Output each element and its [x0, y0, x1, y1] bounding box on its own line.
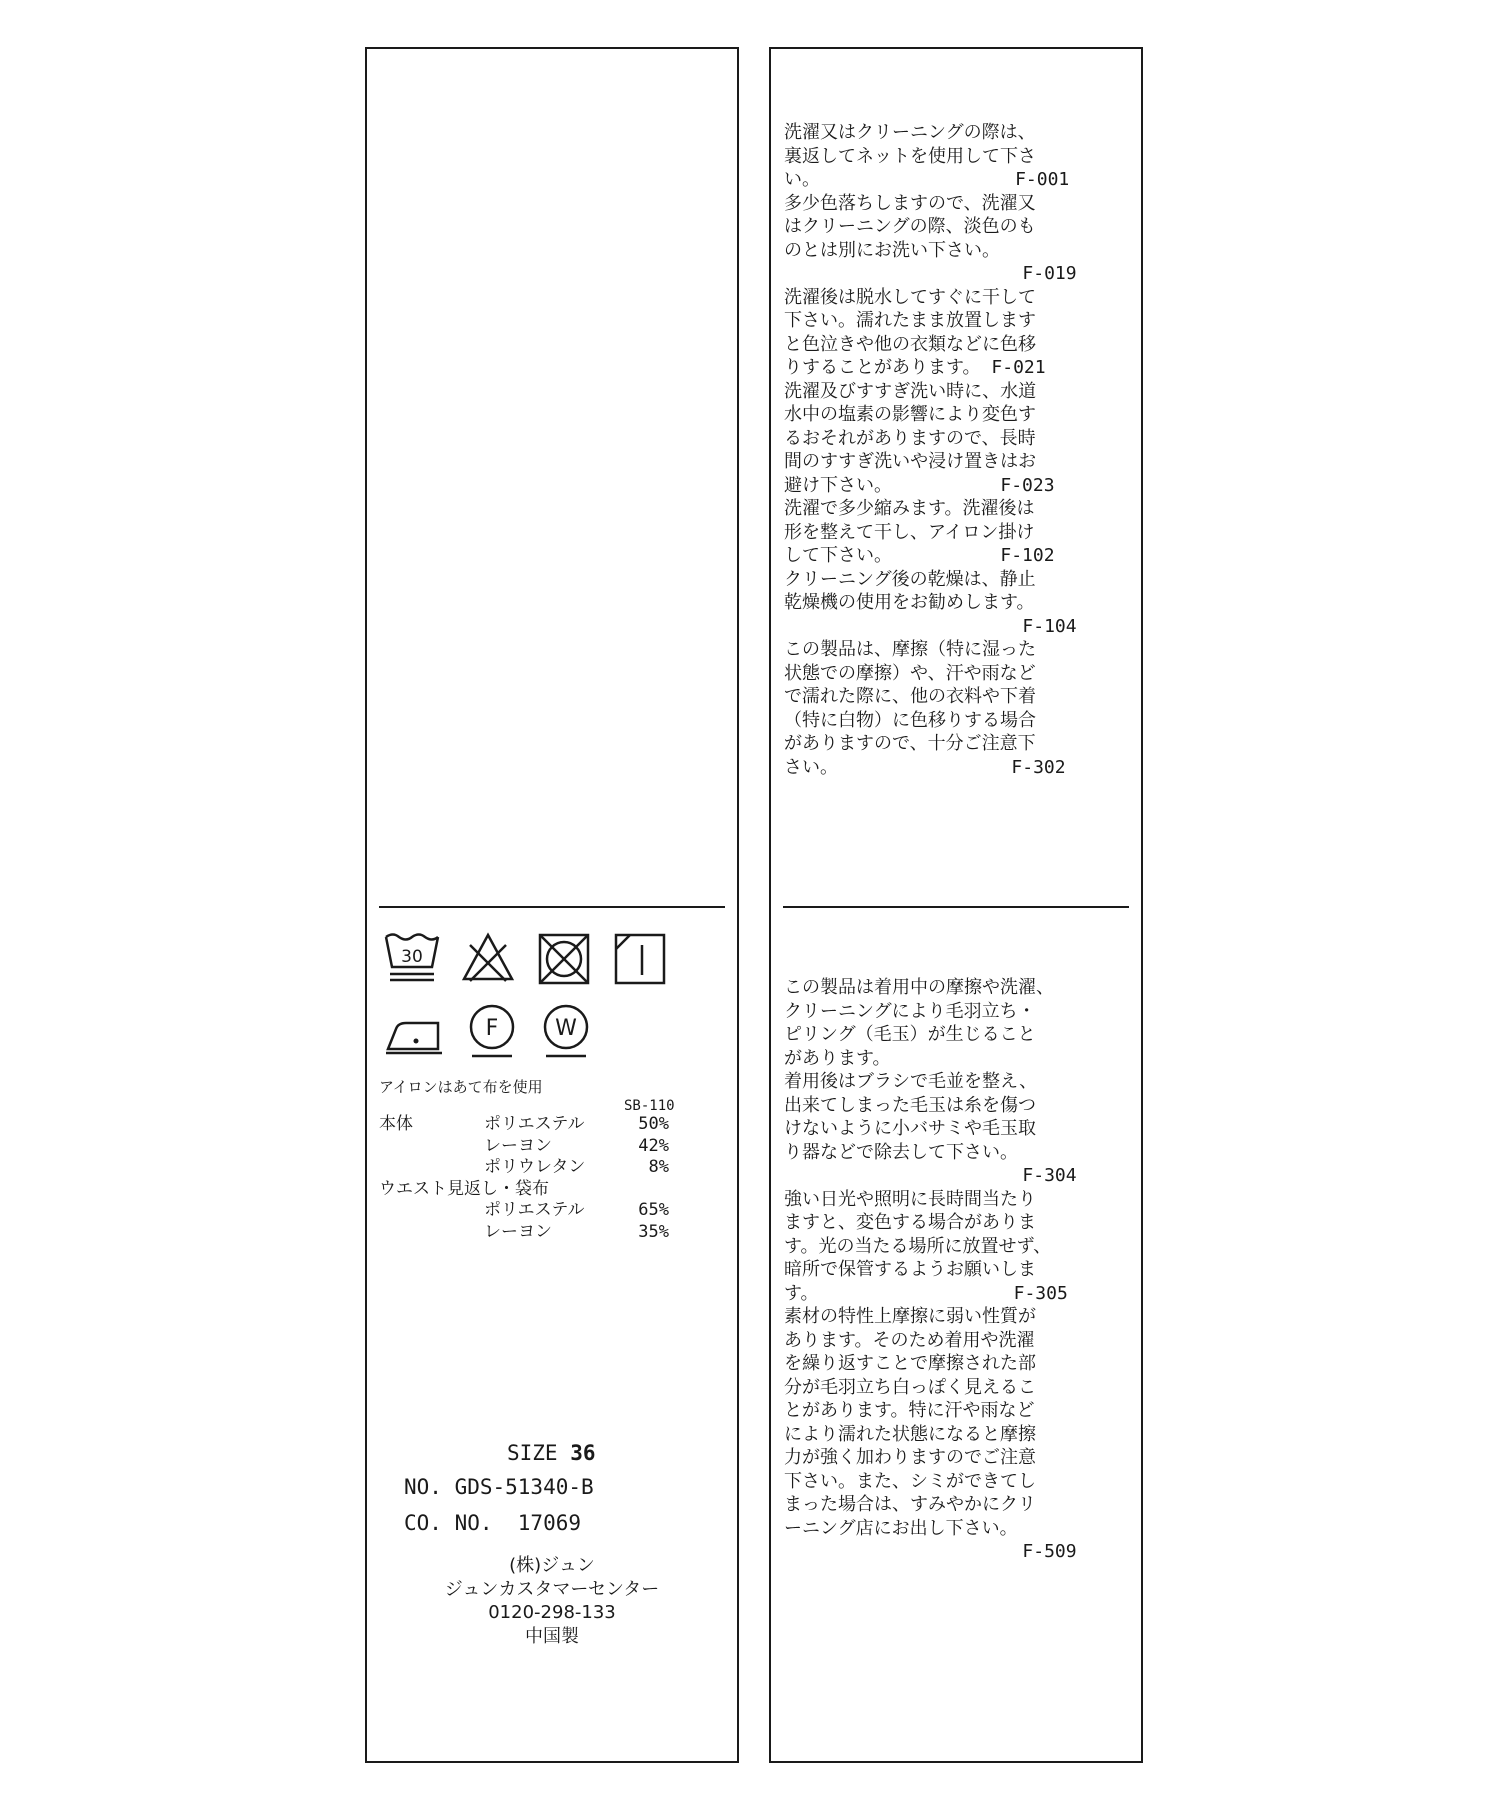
maker-block	[367, 1554, 737, 1648]
no-tumble-dry-icon	[536, 931, 592, 987]
line-dry-shade-icon	[612, 931, 668, 987]
composition-table	[379, 1114, 699, 1243]
care-notices-bottom	[784, 929, 1088, 1611]
composition-part: 本体	[379, 1114, 413, 1134]
composition-row	[379, 1157, 699, 1179]
maker-company: (株)ジュン	[509, 1555, 595, 1576]
composition-row	[379, 1114, 699, 1136]
composition-row	[379, 1200, 699, 1222]
composition-percent: 35%	[638, 1221, 669, 1242]
wash-temp-text: 30	[401, 947, 423, 967]
label-divider	[783, 906, 1129, 908]
sb-code: SB-110	[624, 1098, 675, 1114]
composition-fiber: ポリエステル	[484, 1114, 585, 1134]
care-label-left	[365, 47, 739, 1763]
iron-low-icon	[384, 1005, 444, 1061]
maker-phone: 0120-298-133	[488, 1602, 616, 1623]
composition-row	[379, 1179, 699, 1201]
care-notices-top-text: 洗濯又はクリーニングの際は、 裏返してネットを使用して下さ い。 F-001 多少色落ちしますので、洗濯又 はクリーニングの際、淡色のも のとは別にお洗い下さい。 F-019 洗濯後は脱水してすぐに干して 下さい。濡れたまま放置します と色泣きや他の衣類などに色移 りすることがあります。 F-021 洗濯及びすすぎ洗い時に、水道 水中の塩素の影響により変色す るおそれがありますので、長時 間のすすぎ洗いや浸け置きはお 避け下さい。 F-023 洗濯で多少縮みます。洗濯後は 形を整えて干し、アイロン掛け して下さい。 F-102 クリーニング後の乾燥は、静止 乾燥機の使用をお勧めします。 F-104 この製品は、摩擦（特に湿った 状態での摩擦）や、汗や雨など で濡れた際に、他の衣料や下着 （特に白物）に色移りする場合 がありますので、十分ご注意下 さい。 F-302	[784, 122, 1077, 778]
composition-fiber: レーヨン	[484, 1221, 552, 1242]
care-notices-bottom-text: この製品は着用中の摩擦や洗濯、 クリーニングにより毛羽立ち・ ピリング（毛玉）が生じること があります。 着用後はブラシで毛並を整え、 出来てしまった毛玉は糸を傷つ けないように小バサミや毛玉取 り器などで除去して下さい。 F-304 強い日光や照明に長時間当たり ますと、変色する場合がありま す。光の当たる場所に放置せず、 暗所で保管するようお願いしま す。 F-305 素材の特性上摩擦に弱い性質が あります。そのため着用や洗濯 を繰り返すことで摩擦された部 分が毛羽立ち白っぽく見えるこ とがあります。特に汗や雨など により濡れた状態になると摩擦 力が強く加わりますのでご注意 下さい。また、シミができてし まった場合は、すみやかにクリ ーニング店にお出し下さい。 F-509	[784, 977, 1077, 1562]
maker-center: ジュンカスタマーセンター	[444, 1578, 660, 1600]
care-label-right	[769, 47, 1143, 1763]
composition-percent: 8%	[648, 1157, 669, 1177]
iron-note: アイロンはあて布を使用	[379, 1078, 543, 1096]
care-symbols	[384, 929, 674, 1069]
composition-percent: 50%	[638, 1114, 669, 1134]
composition-fiber: レーヨン	[484, 1135, 552, 1156]
dry-clean-letter: F	[485, 1016, 499, 1041]
wash-30-gentle-icon	[384, 931, 440, 987]
composition-percent: 42%	[638, 1135, 669, 1156]
wet-clean-letter: W	[555, 1016, 577, 1041]
wet-clean-w-icon	[540, 1003, 592, 1061]
composition-row	[379, 1136, 699, 1158]
dry-clean-f-icon	[466, 1003, 518, 1061]
size-line	[507, 1441, 596, 1465]
composition-part: ウエスト見返し・袋布	[379, 1178, 549, 1199]
composition-fiber: ポリウレタン	[484, 1157, 586, 1177]
composition-row	[379, 1222, 699, 1244]
co-number: CO. NO. 17069	[404, 1511, 582, 1535]
size-label: SIZE	[507, 1441, 571, 1465]
composition-fiber: ポリエステル	[484, 1200, 585, 1220]
care-notices-top	[784, 74, 1088, 826]
composition-percent: 65%	[638, 1200, 669, 1220]
size-value: 36	[570, 1441, 596, 1465]
product-number: NO. GDS-51340-B	[404, 1475, 594, 1499]
label-divider	[379, 906, 725, 908]
no-bleach-icon	[460, 931, 516, 987]
country-of-origin: 中国製	[525, 1625, 579, 1647]
